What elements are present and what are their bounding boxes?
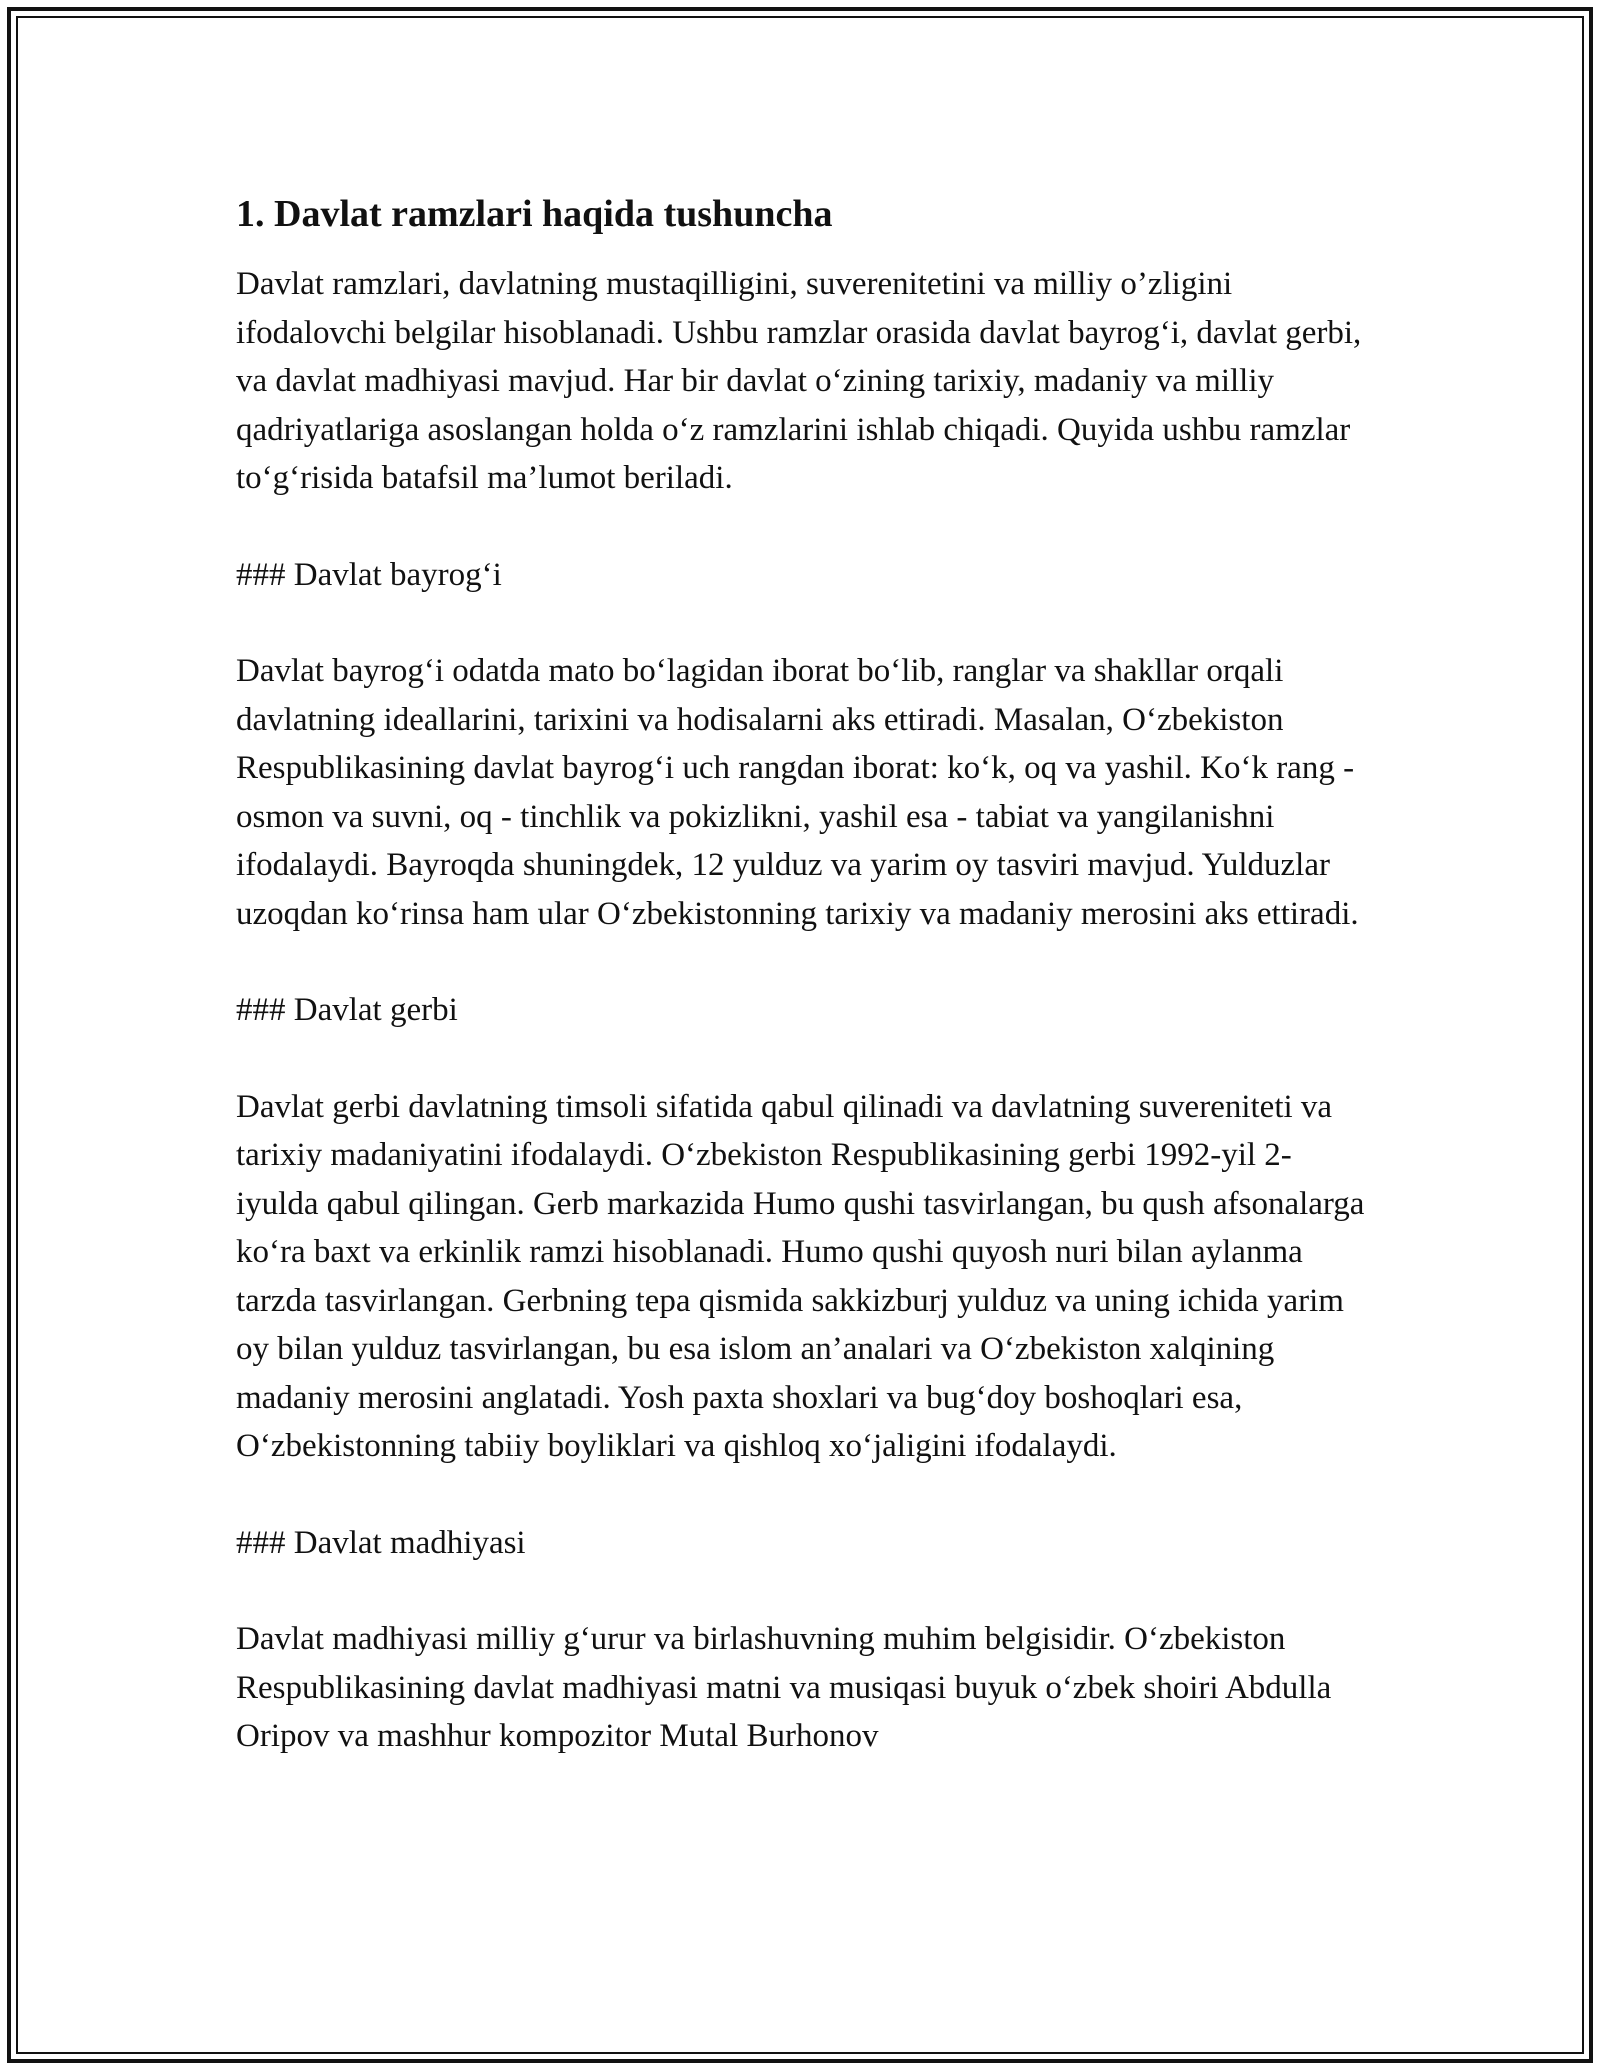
intro-paragraph: Davlat ramzlari, davlatning mustaqilligini, suverenitetini va milliy o’zligini ifodalovchi belgilar hisoblanadi. Ushbu ramzlar orasida davlat bayrog‘i, davlat gerbi, va davlat madhiyasi mavjud. Har bir davlat o‘zining tarixiy, madaniy va milliy qadriyatlariga asoslangan holda o‘z ramzlarini ishlab chiqadi. Quyida ushbu ramzlar to‘g‘risida batafsil ma’lumot beriladi. — [236, 266, 1362, 496]
document-body — [236, 190, 1366, 1809]
flag-paragraph: Davlat bayrog‘i odatda mato bo‘lagidan iborat bo‘lib, ranglar va shakllar orqali davlatning ideallarini, tarixini va hodisalarni aks ettiradi. Masalan, O‘zbekiston Respublikasining davlat bayrog‘i uch rangdan iborat: ko‘k, oq va yashil. Ko‘k rang - osmon va suvni, oq - tinchlik va pokizlikni, yashil esa - tabiat va yangilanishni ifodalaydi. Bayroqda shuningdek, 12 yulduz va yarim oy tasviri mavjud. Yulduzlar uzoqdan ko‘rinsa ham ular O‘zbekistonning tarixiy va madaniy merosini aks ettiradi. — [236, 653, 1359, 932]
section-heading: 1. Davlat ramzlari haqida tushuncha — [236, 193, 833, 235]
subheading-emblem: ### Davlat gerbi — [236, 992, 458, 1028]
anthem-paragraph: Davlat madhiyasi milliy g‘urur va birlashuvning muhim belgisidir. O‘zbekiston Respublikasining davlat madhiyasi matni va musiqasi buyuk o‘zbek shoiri Abdulla Oripov va mashhur kompozitor Mutal Burhonov — [236, 1621, 1332, 1754]
subheading-flag: ### Davlat bayrog‘i — [236, 556, 502, 593]
emblem-paragraph: Davlat gerbi davlatning timsoli sifatida qabul qilinadi va davlatning suvereniteti va tarixiy madaniyatini ifodalaydi. O‘zbekiston Respublikasining gerbi 1992-yil 2-iyulda qabul qilingan. Gerb markazida Humo qushi tasvirlangan, bu qush afsonalarga ko‘ra baxt va erkinlik ramzi hisoblanadi. Humo qushi quyosh nuri bilan aylanma tarzda tasvirlangan. Gerbning tepa qismida sakkizburj yulduz va uning ichida yarim oy bilan yulduz tasvirlangan, bu esa islom an’analari va O‘zbekiston xalqining madaniy merosini anglatadi. Yosh paxta shoxlari va bug‘doy boshoqlari esa, O‘zbekistonning tabiiy boyliklari va qishloq xo‘jaligini ifodalaydi. — [236, 1088, 1365, 1464]
subheading-anthem: ### Davlat madhiyasi — [236, 1524, 526, 1561]
